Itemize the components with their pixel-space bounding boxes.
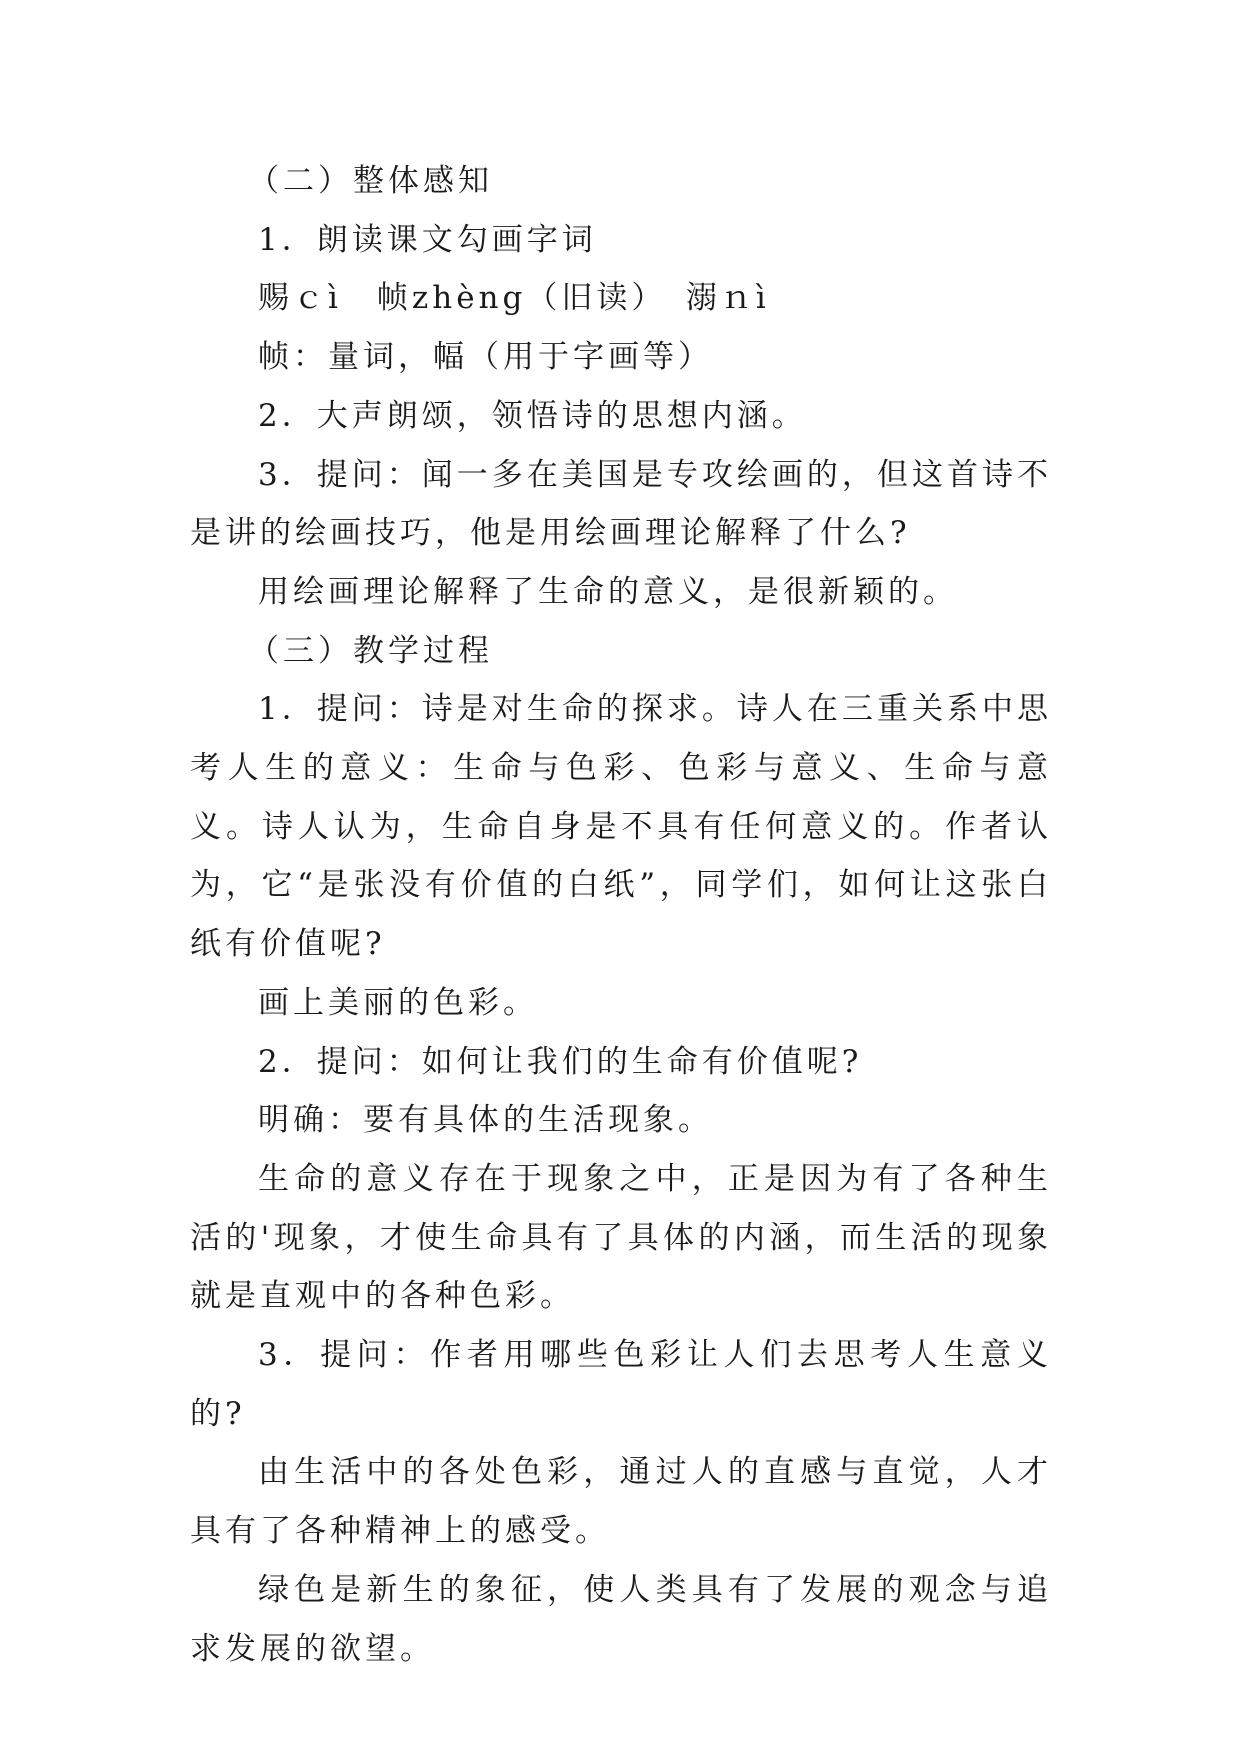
paragraph-clarify: 明确：要有具体的生活现象。 (258, 1102, 713, 1139)
section-heading-teaching-process: （三）教学过程 (248, 632, 493, 669)
paragraph-question-life: 1．提问：诗是对生命的探求。诗人在三重关系中思考人生的意义：生命与色彩、色彩与意义、生命与意义。诗人认为，生命自身是不具有任何意义的。作者认为，它“是张没有价值的白纸”，同学们，如何让这张白纸有价值呢? (190, 691, 1052, 963)
paragraph-read-aloud: 1．朗读课文勾画字词 (258, 221, 597, 258)
paragraph-recite: 2．大声朗颂，领悟诗的思想内涵。 (258, 397, 807, 434)
paragraph-question-painting: 3．提问：闻一多在美国是专攻绘画的，但这首诗不是讲的绘画技巧，他是用绘画理论解释了什么? (190, 456, 1052, 552)
paragraph-answer-colors: 画上美丽的色彩。 (258, 984, 538, 1021)
section-heading-overall-perception: （二）整体感知 (248, 163, 493, 199)
paragraph-question-value: 2．提问：如何让我们的生命有价值呢? (258, 1043, 863, 1080)
paragraph-answer-perception: 由生活中的各处色彩，通过人的直感与直觉，人才具有了各种精神上的感受。 (190, 1454, 1052, 1550)
paragraph-answer-painting: 用绘画理论解释了生命的意义，是很新颖的。 (258, 573, 958, 610)
paragraph-question-which-colors: 3．提问：作者用哪些色彩让人们去思考人生意义的? (190, 1337, 1052, 1432)
paragraph-pinyin: 赐ｃì 帧zhèng（旧读） 溺ｎì (258, 280, 770, 317)
paragraph-green-symbol: 绿色是新生的象征，使人类具有了发展的观念与追求发展的欲望。 (190, 1571, 1052, 1667)
paragraph-explanation: 生命的意义存在于现象之中，正是因为有了各种生活的'现象，才使生命具有了具体的内涵，而生活的现象就是直观中的各种色彩。 (190, 1160, 1052, 1315)
paragraph-definition: 帧：量词，幅（用于字画等） (258, 339, 713, 376)
document-body (190, 152, 1052, 1678)
